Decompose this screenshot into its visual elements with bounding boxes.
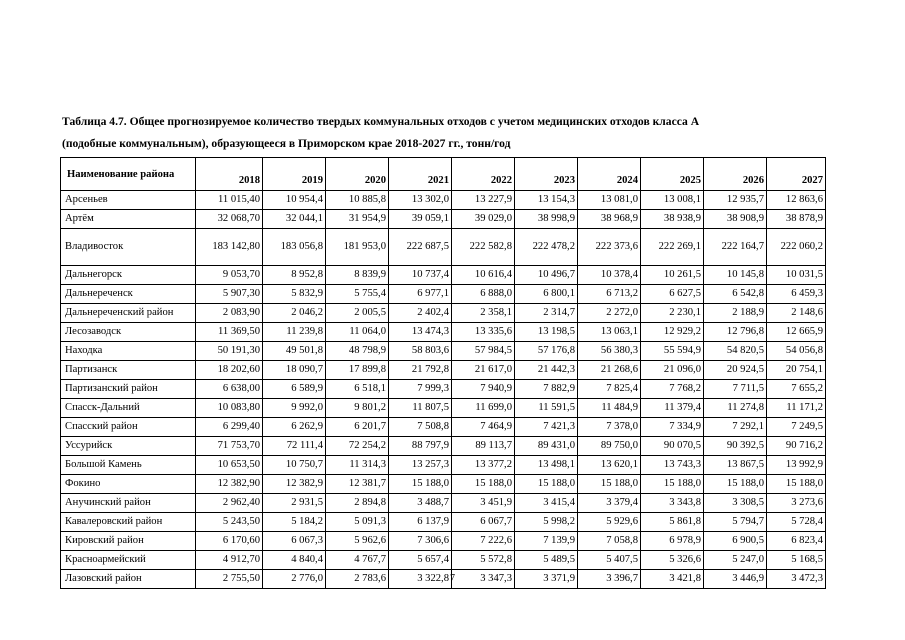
district-name: Находка <box>61 342 196 361</box>
value-cell: 13 743,3 <box>641 456 704 475</box>
value-cell: 12 382,90 <box>196 475 263 494</box>
value-cell: 10 885,8 <box>326 191 389 210</box>
value-cell: 6 627,5 <box>641 285 704 304</box>
value-cell: 11 699,0 <box>452 399 515 418</box>
value-cell: 32 068,70 <box>196 210 263 229</box>
table-row <box>61 399 826 418</box>
value-cell: 183 056,8 <box>263 229 326 266</box>
value-cell: 5 929,6 <box>578 513 641 532</box>
table-row <box>61 210 826 229</box>
table-body <box>61 191 826 589</box>
value-cell: 13 154,3 <box>515 191 578 210</box>
value-cell: 6 888,0 <box>452 285 515 304</box>
header-year: 2018 <box>196 158 263 191</box>
value-cell: 89 113,7 <box>452 437 515 456</box>
value-cell: 5 962,6 <box>326 532 389 551</box>
value-cell: 3 421,8 <box>641 570 704 589</box>
value-cell: 15 188,0 <box>767 475 826 494</box>
value-cell: 13 198,5 <box>515 323 578 342</box>
table-row <box>61 437 826 456</box>
value-cell: 10 954,4 <box>263 191 326 210</box>
value-cell: 13 498,1 <box>515 456 578 475</box>
value-cell: 38 998,9 <box>515 210 578 229</box>
district-name: Уссурийск <box>61 437 196 456</box>
header-year: 2020 <box>326 158 389 191</box>
value-cell: 2 402,4 <box>389 304 452 323</box>
value-cell: 222 582,8 <box>452 229 515 266</box>
table-row <box>61 229 826 266</box>
value-cell: 6 800,1 <box>515 285 578 304</box>
value-cell: 3 451,9 <box>452 494 515 513</box>
district-name: Большой Камень <box>61 456 196 475</box>
value-cell: 2 272,0 <box>578 304 641 323</box>
value-cell: 13 335,6 <box>452 323 515 342</box>
district-name: Кавалеровский район <box>61 513 196 532</box>
value-cell: 13 474,3 <box>389 323 452 342</box>
value-cell: 11 064,0 <box>326 323 389 342</box>
value-cell: 7 711,5 <box>704 380 767 399</box>
value-cell: 13 063,1 <box>578 323 641 342</box>
table-row <box>61 191 826 210</box>
value-cell: 11 379,4 <box>641 399 704 418</box>
value-cell: 55 594,9 <box>641 342 704 361</box>
value-cell: 12 935,7 <box>704 191 767 210</box>
table-row <box>61 532 826 551</box>
value-cell: 6 067,3 <box>263 532 326 551</box>
value-cell: 5 168,5 <box>767 551 826 570</box>
value-cell: 6 201,7 <box>326 418 389 437</box>
value-cell: 9 992,0 <box>263 399 326 418</box>
value-cell: 6 978,9 <box>641 532 704 551</box>
table-row <box>61 418 826 437</box>
value-cell: 90 070,5 <box>641 437 704 456</box>
value-cell: 7 421,3 <box>515 418 578 437</box>
value-cell: 5 184,2 <box>263 513 326 532</box>
value-cell: 3 396,7 <box>578 570 641 589</box>
value-cell: 9 801,2 <box>326 399 389 418</box>
district-name: Кировский район <box>61 532 196 551</box>
value-cell: 71 753,70 <box>196 437 263 456</box>
value-cell: 39 059,1 <box>389 210 452 229</box>
value-cell: 7 378,0 <box>578 418 641 437</box>
value-cell: 5 247,0 <box>704 551 767 570</box>
value-cell: 3 379,4 <box>578 494 641 513</box>
value-cell: 7 292,1 <box>704 418 767 437</box>
value-cell: 3 371,9 <box>515 570 578 589</box>
value-cell: 6 299,40 <box>196 418 263 437</box>
value-cell: 2 148,6 <box>767 304 826 323</box>
value-cell: 20 754,1 <box>767 361 826 380</box>
value-cell: 222 478,2 <box>515 229 578 266</box>
value-cell: 11 239,8 <box>263 323 326 342</box>
value-cell: 5 326,6 <box>641 551 704 570</box>
value-cell: 2 083,90 <box>196 304 263 323</box>
table-row <box>61 475 826 494</box>
value-cell: 5 243,50 <box>196 513 263 532</box>
value-cell: 5 998,2 <box>515 513 578 532</box>
value-cell: 7 139,9 <box>515 532 578 551</box>
table-row <box>61 513 826 532</box>
value-cell: 2 894,8 <box>326 494 389 513</box>
value-cell: 6 137,9 <box>389 513 452 532</box>
value-cell: 6 459,3 <box>767 285 826 304</box>
value-cell: 39 029,0 <box>452 210 515 229</box>
value-cell: 5 728,4 <box>767 513 826 532</box>
table-header-row <box>61 158 826 191</box>
value-cell: 15 188,0 <box>515 475 578 494</box>
value-cell: 12 863,6 <box>767 191 826 210</box>
value-cell: 15 188,0 <box>578 475 641 494</box>
value-cell: 11 591,5 <box>515 399 578 418</box>
caption-line-2: (подобные коммунальным), образующееся в Приморском крае 2018-2027 гг., тонн/год <box>62 137 511 150</box>
header-year: 2021 <box>389 158 452 191</box>
value-cell: 2 046,2 <box>263 304 326 323</box>
district-name: Партизанск <box>61 361 196 380</box>
value-cell: 10 145,8 <box>704 266 767 285</box>
value-cell: 6 589,9 <box>263 380 326 399</box>
header-year: 2022 <box>452 158 515 191</box>
value-cell: 7 464,9 <box>452 418 515 437</box>
district-name: Фокино <box>61 475 196 494</box>
value-cell: 13 302,0 <box>389 191 452 210</box>
header-year: 2024 <box>578 158 641 191</box>
value-cell: 31 954,9 <box>326 210 389 229</box>
value-cell: 11 484,9 <box>578 399 641 418</box>
value-cell: 15 188,0 <box>641 475 704 494</box>
value-cell: 5 907,30 <box>196 285 263 304</box>
value-cell: 21 268,6 <box>578 361 641 380</box>
value-cell: 2 783,6 <box>326 570 389 589</box>
value-cell: 3 472,3 <box>767 570 826 589</box>
value-cell: 12 381,7 <box>326 475 389 494</box>
table-row <box>61 323 826 342</box>
value-cell: 11 807,5 <box>389 399 452 418</box>
value-cell: 20 924,5 <box>704 361 767 380</box>
value-cell: 13 227,9 <box>452 191 515 210</box>
header-district-name: Наименование района <box>61 158 196 191</box>
value-cell: 181 953,0 <box>326 229 389 266</box>
value-cell: 10 261,5 <box>641 266 704 285</box>
value-cell: 6 170,60 <box>196 532 263 551</box>
value-cell: 222 373,6 <box>578 229 641 266</box>
header-year: 2023 <box>515 158 578 191</box>
value-cell: 6 823,4 <box>767 532 826 551</box>
value-cell: 10 737,4 <box>389 266 452 285</box>
value-cell: 6 977,1 <box>389 285 452 304</box>
value-cell: 38 878,9 <box>767 210 826 229</box>
header-year: 2025 <box>641 158 704 191</box>
page-number: 7 <box>450 573 455 584</box>
table-row <box>61 361 826 380</box>
waste-forecast-table <box>60 157 826 589</box>
header-year: 2019 <box>263 158 326 191</box>
value-cell: 54 820,5 <box>704 342 767 361</box>
value-cell: 10 750,7 <box>263 456 326 475</box>
value-cell: 8 839,9 <box>326 266 389 285</box>
value-cell: 72 254,2 <box>326 437 389 456</box>
value-cell: 10 031,5 <box>767 266 826 285</box>
table-row <box>61 380 826 399</box>
value-cell: 2 314,7 <box>515 304 578 323</box>
value-cell: 72 111,4 <box>263 437 326 456</box>
value-cell: 5 794,7 <box>704 513 767 532</box>
value-cell: 15 188,0 <box>704 475 767 494</box>
header-year: 2026 <box>704 158 767 191</box>
district-name: Лазовский район <box>61 570 196 589</box>
value-cell: 7 655,2 <box>767 380 826 399</box>
value-cell: 57 984,5 <box>452 342 515 361</box>
district-name: Лесозаводск <box>61 323 196 342</box>
value-cell: 54 056,8 <box>767 342 826 361</box>
value-cell: 21 617,0 <box>452 361 515 380</box>
value-cell: 38 908,9 <box>704 210 767 229</box>
table-row <box>61 266 826 285</box>
value-cell: 11 015,40 <box>196 191 263 210</box>
value-cell: 6 542,8 <box>704 285 767 304</box>
value-cell: 7 508,8 <box>389 418 452 437</box>
value-cell: 3 308,5 <box>704 494 767 513</box>
value-cell: 8 952,8 <box>263 266 326 285</box>
district-name: Арсеньев <box>61 191 196 210</box>
value-cell: 90 392,5 <box>704 437 767 456</box>
value-cell: 38 968,9 <box>578 210 641 229</box>
value-cell: 10 653,50 <box>196 456 263 475</box>
value-cell: 32 044,1 <box>263 210 326 229</box>
value-cell: 6 638,00 <box>196 380 263 399</box>
value-cell: 13 867,5 <box>704 456 767 475</box>
value-cell: 10 378,4 <box>578 266 641 285</box>
value-cell: 7 306,6 <box>389 532 452 551</box>
value-cell: 38 938,9 <box>641 210 704 229</box>
value-cell: 4 840,4 <box>263 551 326 570</box>
value-cell: 13 008,1 <box>641 191 704 210</box>
value-cell: 7 058,8 <box>578 532 641 551</box>
value-cell: 18 090,7 <box>263 361 326 380</box>
district-name: Партизанский район <box>61 380 196 399</box>
value-cell: 7 940,9 <box>452 380 515 399</box>
table-row <box>61 285 826 304</box>
value-cell: 4 912,70 <box>196 551 263 570</box>
table-row <box>61 342 826 361</box>
value-cell: 17 899,8 <box>326 361 389 380</box>
value-cell: 6 713,2 <box>578 285 641 304</box>
district-name: Спасский район <box>61 418 196 437</box>
value-cell: 12 665,9 <box>767 323 826 342</box>
value-cell: 49 501,8 <box>263 342 326 361</box>
district-name: Дальнегорск <box>61 266 196 285</box>
value-cell: 222 687,5 <box>389 229 452 266</box>
value-cell: 5 755,4 <box>326 285 389 304</box>
value-cell: 5 091,3 <box>326 513 389 532</box>
value-cell: 21 096,0 <box>641 361 704 380</box>
value-cell: 56 380,3 <box>578 342 641 361</box>
value-cell: 6 518,1 <box>326 380 389 399</box>
value-cell: 5 572,8 <box>452 551 515 570</box>
district-name: Красноармейский <box>61 551 196 570</box>
value-cell: 2 358,1 <box>452 304 515 323</box>
value-cell: 7 768,2 <box>641 380 704 399</box>
value-cell: 6 900,5 <box>704 532 767 551</box>
value-cell: 3 415,4 <box>515 494 578 513</box>
value-cell: 90 716,2 <box>767 437 826 456</box>
value-cell: 7 882,9 <box>515 380 578 399</box>
value-cell: 58 803,6 <box>389 342 452 361</box>
value-cell: 11 274,8 <box>704 399 767 418</box>
district-name: Владивосток <box>61 229 196 266</box>
value-cell: 13 620,1 <box>578 456 641 475</box>
value-cell: 6 262,9 <box>263 418 326 437</box>
value-cell: 21 792,8 <box>389 361 452 380</box>
district-name: Артём <box>61 210 196 229</box>
value-cell: 10 616,4 <box>452 266 515 285</box>
value-cell: 12 796,8 <box>704 323 767 342</box>
value-cell: 15 188,0 <box>452 475 515 494</box>
value-cell: 4 767,7 <box>326 551 389 570</box>
value-cell: 11 369,50 <box>196 323 263 342</box>
value-cell: 7 249,5 <box>767 418 826 437</box>
value-cell: 3 322,8 <box>389 570 452 589</box>
value-cell: 11 314,3 <box>326 456 389 475</box>
value-cell: 89 431,0 <box>515 437 578 456</box>
value-cell: 18 202,60 <box>196 361 263 380</box>
value-cell: 3 273,6 <box>767 494 826 513</box>
value-cell: 15 188,0 <box>389 475 452 494</box>
value-cell: 7 222,6 <box>452 532 515 551</box>
value-cell: 12 929,2 <box>641 323 704 342</box>
value-cell: 7 334,9 <box>641 418 704 437</box>
value-cell: 13 377,2 <box>452 456 515 475</box>
value-cell: 7 825,4 <box>578 380 641 399</box>
value-cell: 12 382,9 <box>263 475 326 494</box>
value-cell: 2 931,5 <box>263 494 326 513</box>
value-cell: 88 797,9 <box>389 437 452 456</box>
value-cell: 3 347,3 <box>452 570 515 589</box>
value-cell: 89 750,0 <box>578 437 641 456</box>
table-row <box>61 304 826 323</box>
value-cell: 2 776,0 <box>263 570 326 589</box>
table-row <box>61 494 826 513</box>
district-name: Анучинский район <box>61 494 196 513</box>
value-cell: 13 992,9 <box>767 456 826 475</box>
district-name: Дальнереченск <box>61 285 196 304</box>
district-name: Спасск-Дальний <box>61 399 196 418</box>
value-cell: 21 442,3 <box>515 361 578 380</box>
value-cell: 3 446,9 <box>704 570 767 589</box>
value-cell: 10 083,80 <box>196 399 263 418</box>
value-cell: 2 962,40 <box>196 494 263 513</box>
value-cell: 222 164,7 <box>704 229 767 266</box>
value-cell: 6 067,7 <box>452 513 515 532</box>
value-cell: 13 257,3 <box>389 456 452 475</box>
value-cell: 9 053,70 <box>196 266 263 285</box>
value-cell: 2 005,5 <box>326 304 389 323</box>
value-cell: 57 176,8 <box>515 342 578 361</box>
value-cell: 183 142,80 <box>196 229 263 266</box>
value-cell: 3 343,8 <box>641 494 704 513</box>
value-cell: 5 489,5 <box>515 551 578 570</box>
value-cell: 5 407,5 <box>578 551 641 570</box>
value-cell: 10 496,7 <box>515 266 578 285</box>
value-cell: 13 081,0 <box>578 191 641 210</box>
value-cell: 11 171,2 <box>767 399 826 418</box>
value-cell: 50 191,30 <box>196 342 263 361</box>
value-cell: 5 832,9 <box>263 285 326 304</box>
table-caption <box>62 111 842 155</box>
value-cell: 2 230,1 <box>641 304 704 323</box>
value-cell: 2 755,50 <box>196 570 263 589</box>
table-row <box>61 456 826 475</box>
value-cell: 222 060,2 <box>767 229 826 266</box>
value-cell: 5 657,4 <box>389 551 452 570</box>
value-cell: 48 798,9 <box>326 342 389 361</box>
value-cell: 7 999,3 <box>389 380 452 399</box>
table-row <box>61 551 826 570</box>
district-name: Дальнереченский район <box>61 304 196 323</box>
value-cell: 3 488,7 <box>389 494 452 513</box>
header-year: 2027 <box>767 158 826 191</box>
caption-line-1: Таблица 4.7. Общее прогнозируемое количество твердых коммунальных отходов с учетом медицинских отходов класса А <box>62 115 700 128</box>
value-cell: 2 188,9 <box>704 304 767 323</box>
value-cell: 222 269,1 <box>641 229 704 266</box>
value-cell: 5 861,8 <box>641 513 704 532</box>
